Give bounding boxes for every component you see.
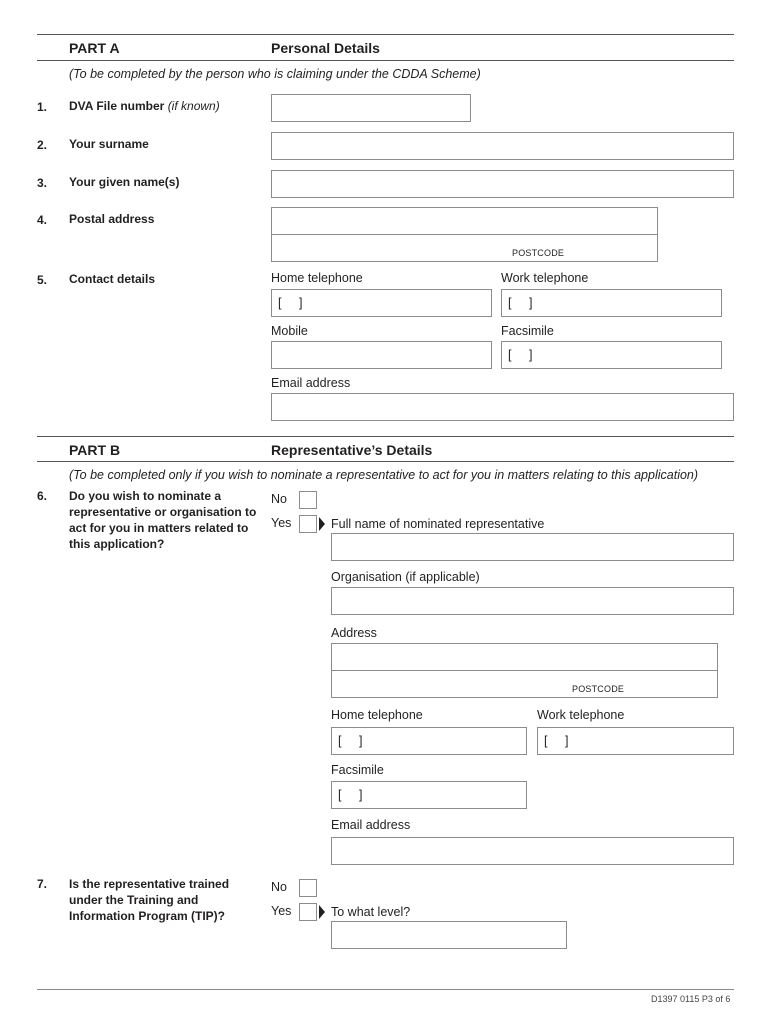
q3-label: Your given name(s) (69, 175, 180, 189)
top-rule (37, 34, 734, 35)
postal-address-line2-input[interactable] (271, 234, 658, 262)
q7-yes-label: Yes (271, 904, 292, 918)
tip-level-label: To what level? (331, 905, 411, 919)
rep-postcode-label: POSTCODE (572, 684, 625, 694)
q7-yes-checkbox[interactable] (299, 903, 317, 921)
postal-address-line1-input[interactable] (271, 207, 658, 235)
rep-home-telephone-input[interactable]: [ ] (331, 727, 527, 755)
mobile-label: Mobile (271, 324, 308, 338)
part-b-heading: PART B (69, 442, 121, 458)
part-a-instruction: (To be completed by the person who is claiming under the CDDA Scheme) (69, 67, 481, 81)
email-label: Email address (271, 376, 351, 390)
arrow-right-icon (319, 905, 325, 919)
dva-file-number-input[interactable] (271, 94, 471, 122)
part-b-title: Representative’s Details (271, 442, 433, 458)
rep-organisation-input[interactable] (331, 587, 734, 615)
q6-question (69, 488, 256, 552)
q6-line: act for you in matters related to (69, 521, 249, 535)
email-input[interactable] (271, 393, 734, 421)
q7-question (69, 876, 229, 924)
q2-label: Your surname (69, 137, 149, 151)
q7-line: Is the representative trained (69, 877, 230, 891)
rep-facsimile-input[interactable]: [ ] (331, 781, 527, 809)
rep-address-line1-input[interactable] (331, 643, 718, 671)
mobile-input[interactable] (271, 341, 492, 369)
part-a-title: Personal Details (271, 40, 380, 56)
q6-line: representative or organisation to (69, 505, 257, 519)
postcode-label: POSTCODE (512, 248, 565, 258)
q6-line: Do you wish to nominate a (69, 489, 222, 503)
part-b-top-rule (37, 436, 734, 437)
q7-no-label: No (271, 880, 287, 894)
facsimile-label: Facsimile (501, 324, 554, 338)
q5-label: Contact details (69, 272, 156, 286)
q4-number: 4. (37, 213, 48, 227)
rep-home-telephone-label: Home telephone (331, 708, 423, 722)
q6-line: this application? (69, 537, 165, 551)
q6-no-label: No (271, 492, 287, 506)
part-b-rule (37, 461, 734, 462)
q1-number: 1. (37, 100, 48, 114)
facsimile-input[interactable]: [ ] (501, 341, 722, 369)
part-b-instruction: (To be completed only if you wish to nominate a representative to act for you in matters relating to this application) (69, 468, 699, 482)
q6-yes-label: Yes (271, 516, 292, 530)
q4-label: Postal address (69, 212, 155, 226)
q5-number: 5. (37, 273, 48, 287)
surname-input[interactable] (271, 132, 734, 160)
rep-organisation-label: Organisation (if applicable) (331, 570, 480, 584)
rep-address-label: Address (331, 626, 377, 640)
home-telephone-label: Home telephone (271, 271, 363, 285)
q1-label: DVA File number (if known) (69, 99, 220, 113)
rep-full-name-input[interactable] (331, 533, 734, 561)
q6-yes-checkbox[interactable] (299, 515, 317, 533)
q6-number: 6. (37, 489, 48, 503)
tip-level-input[interactable] (331, 921, 567, 949)
rep-full-name-label: Full name of nominated representative (331, 517, 545, 531)
work-telephone-label: Work telephone (501, 271, 589, 285)
rep-address-line2-input[interactable] (331, 670, 718, 698)
q2-number: 2. (37, 138, 48, 152)
rep-email-label: Email address (331, 818, 411, 832)
q7-line: under the Training and (69, 893, 199, 907)
rep-email-input[interactable] (331, 837, 734, 865)
work-telephone-input[interactable]: [ ] (501, 289, 722, 317)
rep-work-telephone-label: Work telephone (537, 708, 625, 722)
footer-code: D1397 0115 P3 of 6 (651, 994, 731, 1004)
rep-facsimile-label: Facsimile (331, 763, 384, 777)
q7-number: 7. (37, 877, 48, 891)
home-telephone-input[interactable]: [ ] (271, 289, 492, 317)
q7-line: Information Program (TIP)? (69, 909, 225, 923)
q6-no-checkbox[interactable] (299, 491, 317, 509)
arrow-right-icon (319, 517, 325, 531)
part-a-heading: PART A (69, 40, 120, 56)
q7-no-checkbox[interactable] (299, 879, 317, 897)
q1-hint: (if known) (167, 99, 220, 113)
rep-work-telephone-input[interactable]: [ ] (537, 727, 734, 755)
part-a-rule (37, 60, 734, 61)
q3-number: 3. (37, 176, 48, 190)
footer-rule (37, 989, 734, 990)
given-names-input[interactable] (271, 170, 734, 198)
